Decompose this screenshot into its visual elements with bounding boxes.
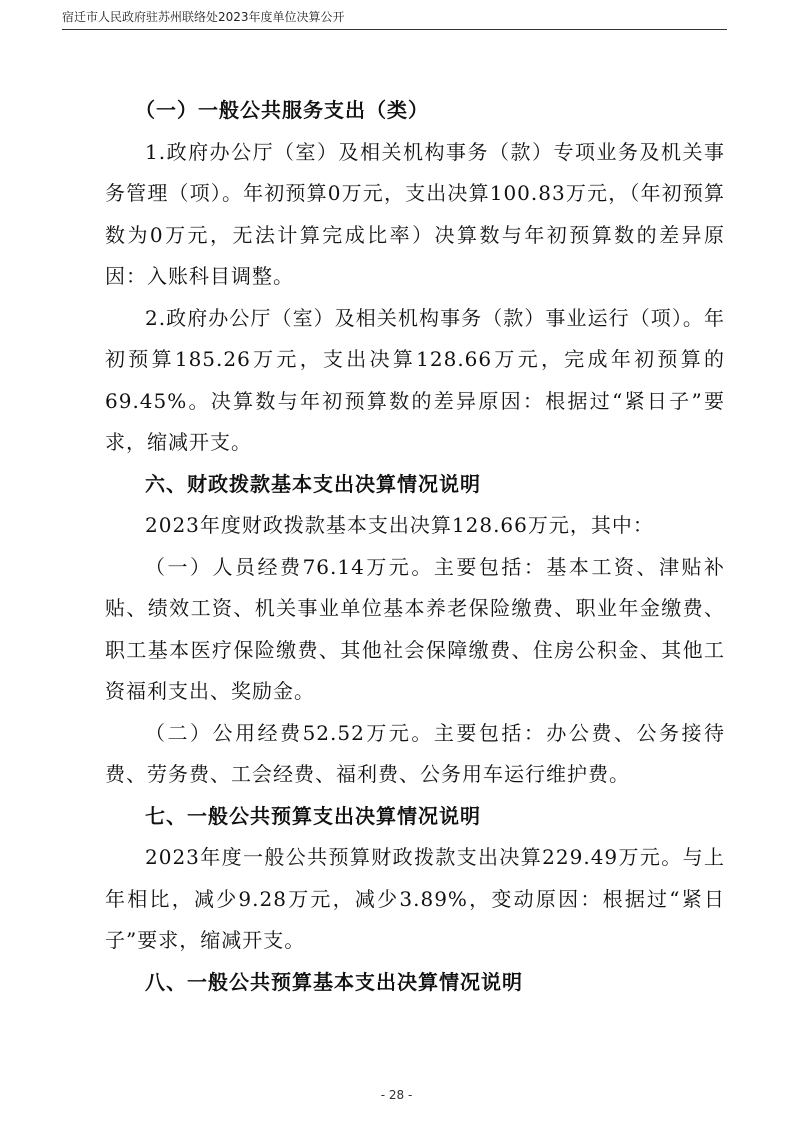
paragraph-basic-expenditure-total: 2023年度财政拨款基本支出决算128.66万元，其中： (145, 513, 654, 537)
paragraph-general-budget-expenditure: 2023年度一般公共预算财政拨款支出决算229.49万元。与上年相比，减少9.28万元，减少3.89%，变动原因：根据过“紧日子”要求，缩减开支。 (105, 845, 725, 952)
section-heading-8: 八、一般公共预算基本支出决算情况说明 (145, 969, 523, 994)
section-heading-general-public-services: （一）一般公共服务支出（类） (135, 98, 429, 122)
section-heading-6: 六、财政拨款基本支出决算情况说明 (145, 471, 481, 496)
paragraph-personnel-expenses: （一）人员经费76.14万元。主要包括：基本工资、津贴补贴、绩效工资、机关事业单位基本养老保险缴费、职业年金缴费、职工基本医疗保险缴费、其他社会保障缴费、住房公积金、其他工资福利支出、奖励金。 (105, 554, 725, 703)
paragraph-item-2: 2.政府办公厅（室）及相关机构事务（款）事业运行（项）。年初预算185.26万元，支出决算128.66万元，完成年初预算的69.45%。决算数与年初预算数的差异原因：根据过“紧日子”要求，缩减开支。 (105, 305, 725, 454)
section-heading-7: 七、一般公共预算支出决算情况说明 (145, 803, 481, 828)
paragraph-public-expenses: （二）公用经费52.52万元。主要包括：办公费、公务接待费、劳务费、工会经费、福利费、公务用车运行维护费。 (105, 720, 725, 786)
paragraph-item-1: 1.政府办公厅（室）及相关机构事务（款）专项业务及机关事务管理（项）。年初预算0万元，支出决算100.83万元，（年初预算数为0万元，无法计算完成比率）决算数与年初预算数的差异原因：入账科目调整。 (105, 139, 725, 288)
document-body (105, 90, 725, 1003)
page-header: 宿迁市人民政府驻苏州联络处2023年度单位决算公开 (62, 8, 727, 30)
page-number: - 28 - (380, 1088, 413, 1102)
